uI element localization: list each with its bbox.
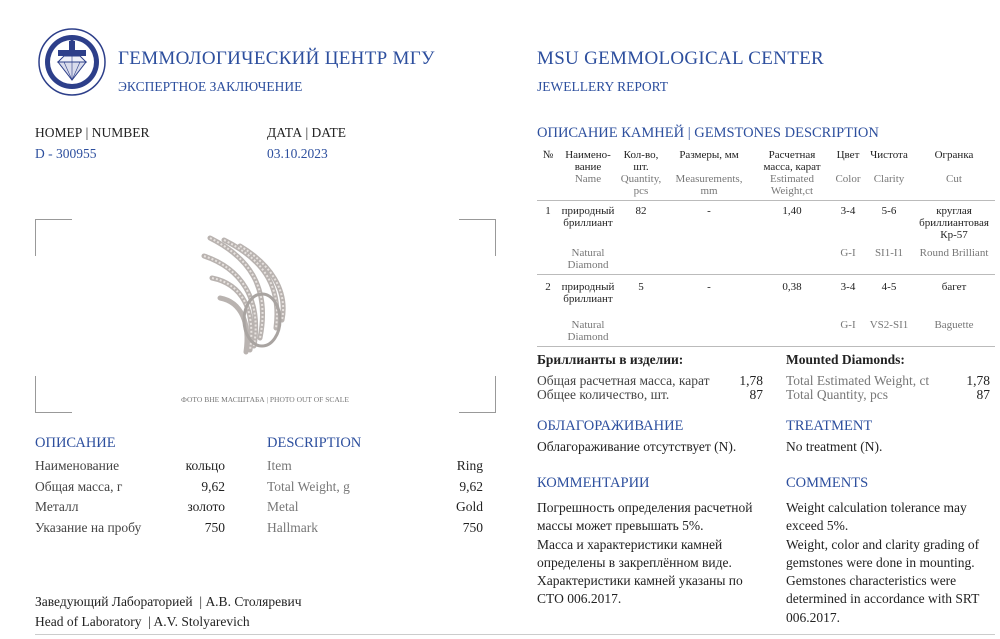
description-row: Metal Gold [267, 499, 483, 515]
ring-photo [190, 228, 300, 358]
comments-ru-text: Погрешность определения расчетной массы может превышать 5%. Масса и характеристики камней определены в закреплённом виде. Характеристики камней указаны по СТО 006.2017. [537, 500, 753, 607]
mounted-en-list [786, 374, 990, 402]
description-row: Total Weight, g 9,62 [267, 478, 483, 494]
mounted-en-title: Mounted Diamonds: [786, 352, 905, 367]
signature-en: Head of Laboratory | A.V. Stolyarevich [35, 614, 250, 629]
mounted-ru-title: Бриллианты в изделии: [537, 352, 684, 367]
description-row: Общая масса, г 9,62 [35, 478, 225, 494]
gemstones-title: ОПИСАНИЕ КАМНЕЙ | GEMSTONES DESCRIPTION [537, 125, 879, 141]
treatment-ru-title: ОБЛАГОРАЖИВАНИЕ [537, 418, 684, 434]
mounted-row: Total Quantity, pcs 87 [786, 387, 990, 402]
table-row-en: Natural Diamond G-I SI1-I1 Round Brilliant [567, 247, 989, 271]
description-en-title: DESCRIPTION [267, 435, 362, 451]
mounted-row: Общее количество, шт. 87 [537, 387, 763, 402]
number-label: НОМЕР | NUMBER [35, 125, 150, 140]
gemstones-table [537, 148, 995, 347]
description-row: Наименование кольцо [35, 458, 225, 473]
header-subtitle-ru: ЭКСПЕРТНОЕ ЗАКЛЮЧЕНИЕ [118, 79, 303, 94]
date-value: 03.10.2023 [267, 146, 328, 161]
header-subtitle-en: JEWELLERY REPORT [537, 79, 669, 94]
header-title-ru: ГЕММОЛОГИЧЕСКИЙ ЦЕНТР МГУ [118, 48, 435, 69]
description-row: Item Ring [267, 458, 483, 473]
photo-frame-corner [35, 219, 72, 256]
treatment-en-text: No treatment (N). [786, 439, 883, 454]
description-row: Указание на пробу 750 [35, 520, 225, 536]
date-label: ДАТА | DATE [267, 125, 347, 140]
table-header-row: № Наимено-вание Кол-во, шт. Размеры, мм Расчетная масса, карат Цвет Чистота Огранка [542, 149, 974, 173]
comments-en-title: COMMENTS [786, 475, 869, 491]
header-title-en: MSU GEMMOLOGICAL CENTER [537, 48, 824, 69]
mounted-row: Общая расчетная масса, карат 1,78 [537, 373, 763, 388]
description-ru-title: ОПИСАНИЕ [35, 435, 116, 451]
table-row: 1 природный бриллиант 82 - 1,40 3-4 5-6 круглая бриллиантовая Кр-57 [545, 205, 989, 241]
description-en-list [267, 456, 483, 539]
description-ru-list [35, 456, 225, 539]
treatment-en-title: TREATMENT [786, 418, 873, 434]
mounted-ru-list [537, 374, 763, 402]
photo-frame-corner [459, 219, 496, 256]
comments-en-text: Weight calculation tolerance may exceed 5%. Weight, color and clarity grading of gemstones were done in mounting. Gemstones characteristics were determined in accordance with SRT 006.2017. [786, 500, 980, 625]
photo-caption: ФОТО ВНЕ МАСШТАБА | PHOTO OUT OF SCALE [181, 395, 349, 404]
table-header-row-en: Name Quantity, pcs Measurements, mm Estimated Weight,ct Color Clarity Cut [574, 173, 962, 197]
description-row: Hallmark 750 [267, 520, 483, 536]
comments-ru-title: КОММЕНТАРИИ [537, 475, 650, 491]
description-row: Металл золото [35, 499, 225, 515]
table-row: 2 природный бриллиант 5 - 0,38 3-4 4-5 багет [545, 281, 967, 305]
signature-ru: Заведующий Лабораторией | А.В. Столяревич [35, 594, 302, 609]
bottom-divider [35, 634, 995, 635]
msu-logo-icon [38, 28, 106, 96]
mounted-row: Total Estimated Weight, ct 1,78 [786, 373, 990, 388]
treatment-ru-text: Облагораживание отсутствует (N). [537, 439, 737, 454]
table-row-en: Natural Diamond G-I VS2-SI1 Baguette [567, 319, 974, 343]
number-value: D - 300955 [35, 146, 97, 161]
